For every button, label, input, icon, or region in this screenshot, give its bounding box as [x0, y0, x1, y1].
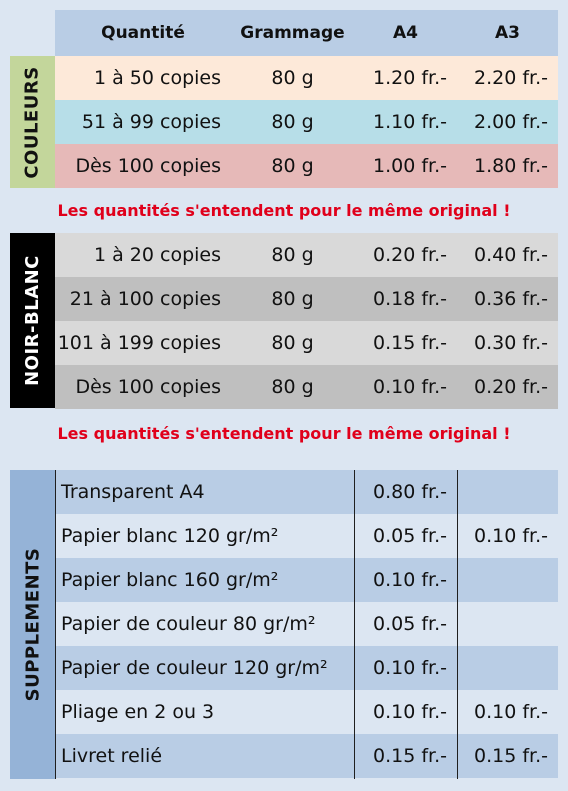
price-a3-cell: [457, 602, 558, 646]
price-a4-cell: 0.20 fr.-: [373, 244, 447, 266]
supplement-item-cell: Papier de couleur 120 gr/m²: [61, 657, 328, 679]
column-divider: [457, 470, 458, 779]
quantity-cell: Dès 100 copies: [75, 155, 221, 177]
supplement-item-cell: Papier blanc 120 gr/m²: [61, 525, 279, 547]
price-a4-cell: 0.10 fr.-: [373, 569, 447, 591]
column-divider: [55, 470, 56, 779]
quantity-cell: 1 à 20 copies: [93, 244, 221, 266]
supplements-label: SUPPLEMENTS: [22, 547, 43, 702]
price-a3-cell: 2.20 fr.-: [474, 67, 548, 89]
price-a4-cell: 0.80 fr.-: [373, 481, 447, 503]
price-a3-cell: [457, 646, 558, 690]
grammage-cell: 80 g: [271, 244, 314, 266]
header-quantite: Quantité: [101, 23, 185, 43]
quantity-cell: 51 à 99 copies: [81, 111, 221, 133]
supplements-label-cell: [10, 470, 55, 779]
price-a4-cell: 1.20 fr.-: [373, 67, 447, 89]
header-a3: A3: [495, 23, 520, 43]
price-a4-cell: 0.10 fr.-: [373, 657, 447, 679]
column-divider: [354, 470, 355, 779]
price-a3-cell: 0.10 fr.-: [474, 701, 548, 723]
price-a3-cell: 1.80 fr.-: [474, 155, 548, 177]
price-a4-cell: 0.15 fr.-: [373, 745, 447, 767]
price-a3-cell: 0.36 fr.-: [474, 288, 548, 310]
price-a3-cell: 0.30 fr.-: [474, 332, 548, 354]
grammage-cell: 80 g: [271, 376, 314, 398]
grammage-cell: 80 g: [271, 67, 314, 89]
couleurs-label: COULEURS: [22, 65, 43, 179]
noir-blanc-label: NOIR-BLANC: [22, 255, 44, 386]
price-a3-cell: 0.40 fr.-: [474, 244, 548, 266]
supplement-item-cell: Transparent A4: [61, 481, 205, 503]
grammage-cell: 80 g: [271, 288, 314, 310]
supplement-item-cell: Papier blanc 160 gr/m²: [61, 569, 279, 591]
grammage-cell: 80 g: [271, 155, 314, 177]
quantity-cell: 21 à 100 copies: [69, 288, 221, 310]
quantity-note-2: Les quantités s'entendent pour le même original !: [57, 424, 511, 443]
price-a4-cell: 0.18 fr.-: [373, 288, 447, 310]
price-a4-cell: 0.10 fr.-: [373, 701, 447, 723]
supplement-item-cell: Livret relié: [61, 745, 163, 767]
quantity-cell: Dès 100 copies: [75, 376, 221, 398]
couleurs-label-cell: [10, 56, 55, 188]
price-a3-cell: 0.10 fr.-: [474, 525, 548, 547]
price-a3-cell: [457, 470, 558, 514]
header-a4: A4: [393, 23, 418, 43]
noir-blanc-label-cell: [10, 233, 55, 408]
price-a4-cell: 1.00 fr.-: [373, 155, 447, 177]
price-a4-cell: 0.05 fr.-: [373, 525, 447, 547]
quantity-cell: 1 à 50 copies: [93, 67, 221, 89]
header-grammage: Grammage: [240, 23, 345, 43]
price-a4-cell: 0.05 fr.-: [373, 613, 447, 635]
price-a4-cell: 1.10 fr.-: [373, 111, 447, 133]
price-a4-cell: 0.15 fr.-: [373, 332, 447, 354]
grammage-cell: 80 g: [271, 332, 314, 354]
quantity-cell: 101 à 199 copies: [57, 332, 221, 354]
price-a3-cell: [457, 558, 558, 602]
price-a3-cell: 0.15 fr.-: [474, 745, 548, 767]
supplement-item-cell: Pliage en 2 ou 3: [61, 701, 215, 723]
price-a3-cell: 0.20 fr.-: [474, 376, 548, 398]
quantity-note-1: Les quantités s'entendent pour le même original !: [57, 201, 511, 220]
grammage-cell: 80 g: [271, 111, 314, 133]
price-a3-cell: 2.00 fr.-: [474, 111, 548, 133]
price-a4-cell: 0.10 fr.-: [373, 376, 447, 398]
supplement-item-cell: Papier de couleur 80 gr/m²: [61, 613, 316, 635]
